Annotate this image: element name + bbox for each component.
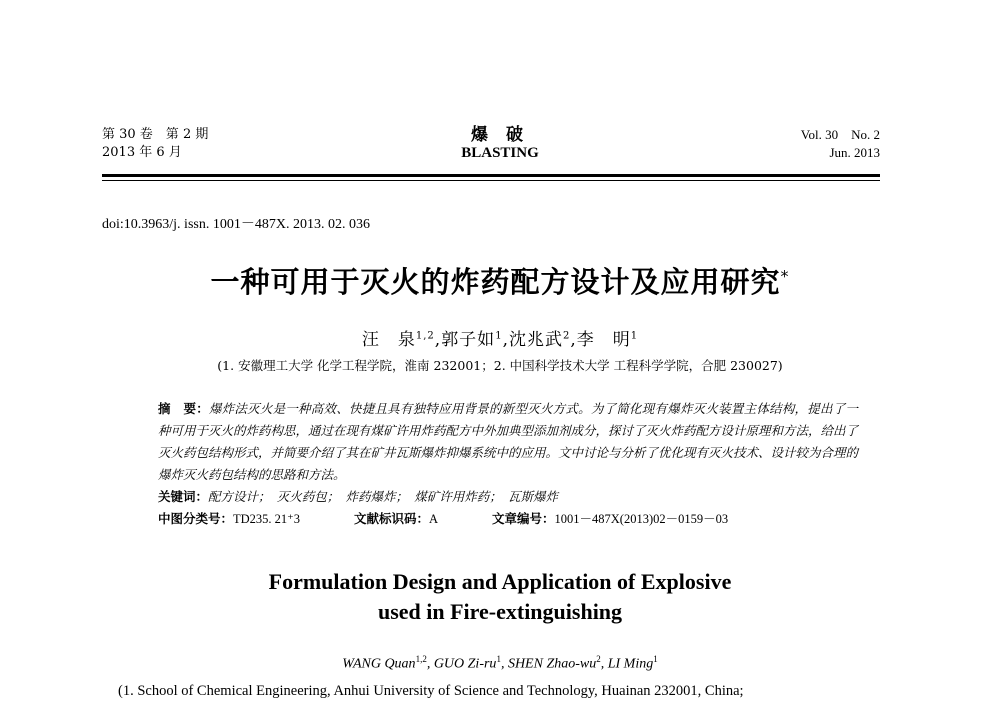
author-cn-affil: 2 [562, 330, 571, 342]
author-cn: 郭子如 [441, 330, 496, 350]
author-en: LI Ming [607, 656, 654, 672]
author-en: WANG Quan [342, 656, 416, 672]
author-cn: 李 明 [576, 330, 631, 350]
doc-code-label: 文献标识码： [354, 511, 430, 526]
header-right [801, 126, 880, 162]
volume-issue-cn: 第 30 卷 第 2 期 [102, 127, 209, 142]
authors-cn [0, 325, 1000, 350]
title-cn [0, 260, 1000, 301]
title-en-line2: used in Fire-extinguishing [377, 599, 623, 624]
affiliation-en: (1. School of Chemical Engineering, Anhui University of Science and Technology, Huainan 232001, China; [118, 683, 744, 699]
author-en-affil: 2 [596, 654, 601, 664]
affiliation-cn: (1. 安徽理工大学 化学工程学院，淮南 232001；2. 中国科学技术大学 工程科学学院，合肥 230027) [217, 358, 783, 373]
author-separator: , [502, 330, 509, 350]
author-separator: , [500, 656, 508, 672]
doi: doi:10.3963/j. issn. 1001－487X. 2013. 02. 036 [102, 217, 370, 232]
author-separator: , [570, 330, 577, 350]
author-cn-affil: 1,2 [415, 330, 435, 342]
author-separator: , [600, 656, 608, 672]
doc-code-value: A [429, 512, 439, 526]
keywords-text: 配方设计； 灭火药包； 炸药爆炸； 煤矿许用炸药； 瓦斯爆炸 [208, 489, 559, 504]
clc-value: TD235. 21⁺3 [233, 512, 301, 526]
abstract [158, 398, 858, 486]
author-cn-affil: 1 [630, 330, 639, 342]
clc-label: 中图分类号： [158, 511, 234, 526]
authors-en [0, 654, 1000, 673]
author-cn: 汪 泉 [361, 330, 416, 350]
abstract-text: 爆炸法灭火是一种高效、快捷且具有独特应用背景的新型灭火方式。为了简化现有爆炸灭火装置主体结构，提出了一种可用于灭火的炸药构思，通过在现有煤矿许用炸药配方中外加典型添加剂成分，探讨了灭火炸药配方设计原理和方法，给出了灭火药包结构形式，并简要介绍了其在矿井瓦斯爆炸抑爆系统中的应用。文中讨论与分析了优化现有灭火技术、设计较为合理的爆炸灭火药包结构的思路和方法。 [158, 401, 859, 482]
title-en [0, 567, 1000, 627]
author-en-affil: 1 [653, 654, 658, 664]
author-en: SHEN Zhao-wu [507, 656, 597, 672]
author-en: GUO Zi-ru [433, 656, 497, 672]
header-rule-thick [102, 174, 880, 177]
journal-name-en: BLASTING [461, 145, 539, 161]
abstract-label: 摘 要： [158, 401, 209, 416]
title-cn-footnote-mark: * [780, 266, 790, 286]
author-en-affil: 1 [496, 654, 501, 664]
article-number-value: 1001－487X(2013)02－0159－03 [554, 512, 729, 526]
article-number-label: 文章编号： [492, 511, 555, 526]
title-en-line1: Formulation Design and Application of Explosive [268, 569, 732, 594]
date-cn: 2013 年 6 月 [102, 145, 182, 160]
keywords-label: 关键词： [158, 489, 209, 504]
classification [158, 508, 858, 530]
header-rule-thin [102, 180, 880, 181]
journal-name-cn: 爆 破 [471, 125, 529, 145]
keywords [158, 486, 558, 508]
volume-issue-en: Vol. 30 No. 2 [800, 127, 880, 142]
title-cn-text: 一种可用于灭火的炸药配方设计及应用研究 [210, 265, 781, 299]
date-en: Jun. 2013 [829, 145, 880, 160]
author-separator: , [434, 330, 442, 350]
author-cn: 沈兆武 [508, 330, 563, 350]
author-en-affil: 1,2 [415, 654, 427, 664]
author-cn-affil: 1 [495, 330, 503, 342]
author-separator: , [426, 656, 434, 672]
